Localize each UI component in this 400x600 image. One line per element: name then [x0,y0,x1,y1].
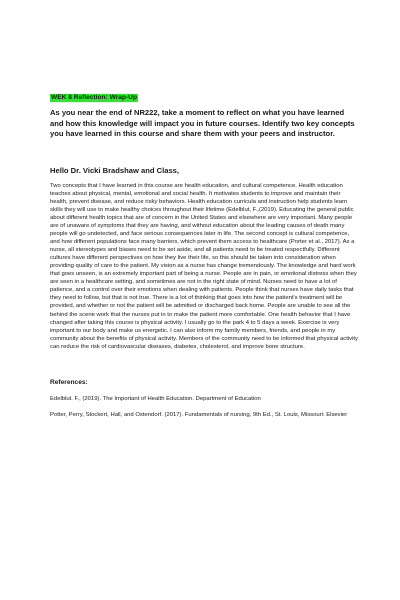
references-heading: References: [50,378,88,386]
week-label: WEK 8 Reflection: Wrap-Up [51,94,137,101]
discussion-prompt: As you near the end of NR222, take a moment to reflect on what you have learned and how this knowledge will impact you in future courses. Identify two key concepts you have learned in this course and share them with your peers and instructor. [50,108,355,139]
reflection-body: Two concepts that I have learned in this course are health education, and cultural competence. Health education teaches about physical, mental, emotional and social health. It motivates students to improve and maintain their health, prevent disease, and reduce risky behaviors. Health education curricula and instruction help students learn skills they will use to make healthy choices throughout their lifetime (Edelblut, F.,(2019). Educating the general public about different health topics that are of concern in the United States and elsewhere are very important. Many people are of unaware of symptoms that they are having, and without education about the leading causes of death many people will go undetected, and face serious consequences later in life. The second concept is cultural competence, and how different populations face many barriers, which prevent them access to healthcare (Porter et al., 2017). As a nurse, all stereotypes and biases need to be set aside, and all patients need to be treated respectfully. Different cultures have different perspectives on how they live their life, so this should be taken into consideration when providing quality of care to the patient. My vision as a nurse has change tremendously. The knowledge and hard work that goes unseen, is an extremely important part of being a nurse. People are in pain, or emotional distress when they are seen in a healthcare setting, and sometimes are not in the right state of mind. Nurses need to have a lot of patience, and a control over their emotions when dealing with patients. People think that nurses have daily tasks that they need to follow, but that is not true. There is a lot of thinking that goes into how the patient's treatment will be provided, and whether or not the patient will be admitted or discharged back home. People are unable to see all the behind the scene work that the nurses put in to make the patient more comfortable. One health behavior that I have changed after taking this course is physical activity. I usually go to the park 4 to 5 days a week. Exercise is very important to our body and make us energetic. I can also inform my family members, friends, and people in my community about the benefits of physical activity. Members of the community need to be informed that physical activity can reduce the risk of cardiovascular diseases, diabetes, cholesterol, and improve bone structure. [50,182,358,350]
greeting: Hello Dr. Vicki Bradshaw and Class, [50,165,180,175]
reference-item: Edelblut. F., (2019). The Important of Health Education. Department of Education [50,395,261,402]
reference-item: Potter, Perry, Stockert, Hall, and Ostendorf. (2017). Fundamentals of nursing, 9th Ed., St. Louis, Missouri: Elsevier [50,411,348,418]
